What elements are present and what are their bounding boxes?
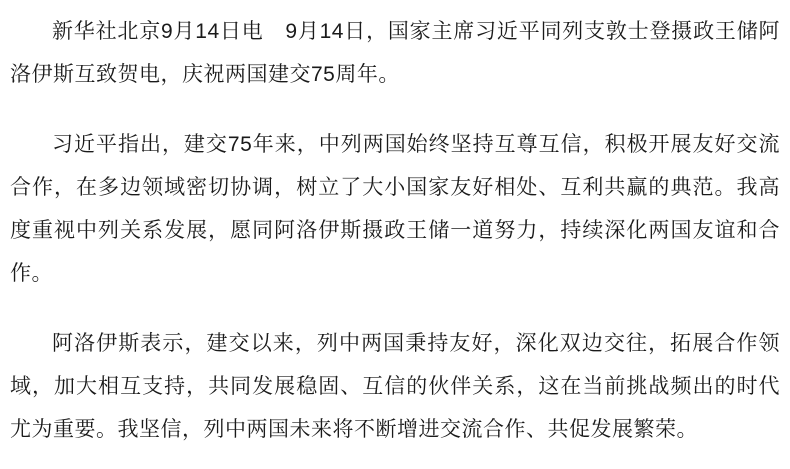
article-paragraph: 习近平指出，建交75年来，中列两国始终坚持互尊互信，积极开展友好交流合作，在多边领域密切协调，树立了大小国家友好相处、互利共赢的典范。我高度重视中列关系发展，愿同阿洛伊斯摄政王储一道努力，持续深化两国友谊和合作。 — [10, 133, 780, 285]
article-paragraph: 新华社北京9月14日电 9月14日，国家主席习近平同列支敦士登摄政王储阿洛伊斯互致贺电，庆祝两国建交75周年。 — [10, 20, 780, 86]
article-paragraph: 阿洛伊斯表示，建交以来，列中两国秉持友好，深化双边交往，拓展合作领域，加大相互支持，共同发展稳固、互信的伙伴关系，这在当前挑战频出的时代尤为重要。我坚信，列中两国未来将不断增进交流合作、共促发展繁荣。 — [10, 332, 780, 441]
